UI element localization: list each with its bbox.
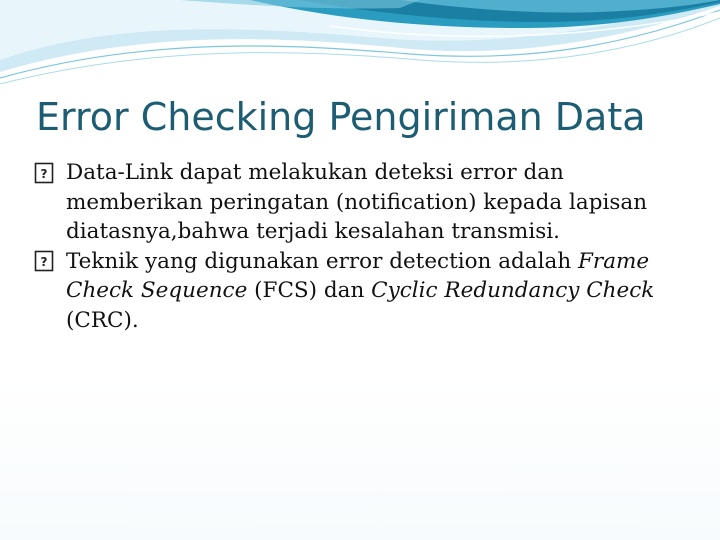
bullet-list: [34, 158, 694, 335]
bullet-item: [34, 247, 694, 336]
bullet-text-segment: (CRC).: [66, 307, 139, 333]
unknown-glyph-box-icon: [34, 158, 66, 188]
bullet-text-segment: Teknik yang digunakan error detection adalah: [66, 248, 579, 274]
bullet-text-emphasis: Frame Check Sequence: [66, 248, 650, 303]
header-wave-decoration: [0, 0, 720, 90]
svg-text:?: ?: [40, 255, 48, 270]
bullet-text-emphasis: Cyclic Redundancy Check: [371, 278, 655, 303]
slide-title: Error Checking Pengiriman Data: [36, 95, 646, 139]
bullet-text: Data-Link dapat melakukan deteksi error dan memberikan peringatan (notification) kepada lapisan diatasnya,bahwa terjadi kesalahan transmisi.: [66, 160, 648, 244]
bullet-text-segment: (FCS) dan: [247, 278, 372, 303]
bullet-item: [34, 158, 694, 247]
unknown-glyph-box-icon: [34, 247, 66, 277]
svg-text:?: ?: [40, 166, 48, 181]
